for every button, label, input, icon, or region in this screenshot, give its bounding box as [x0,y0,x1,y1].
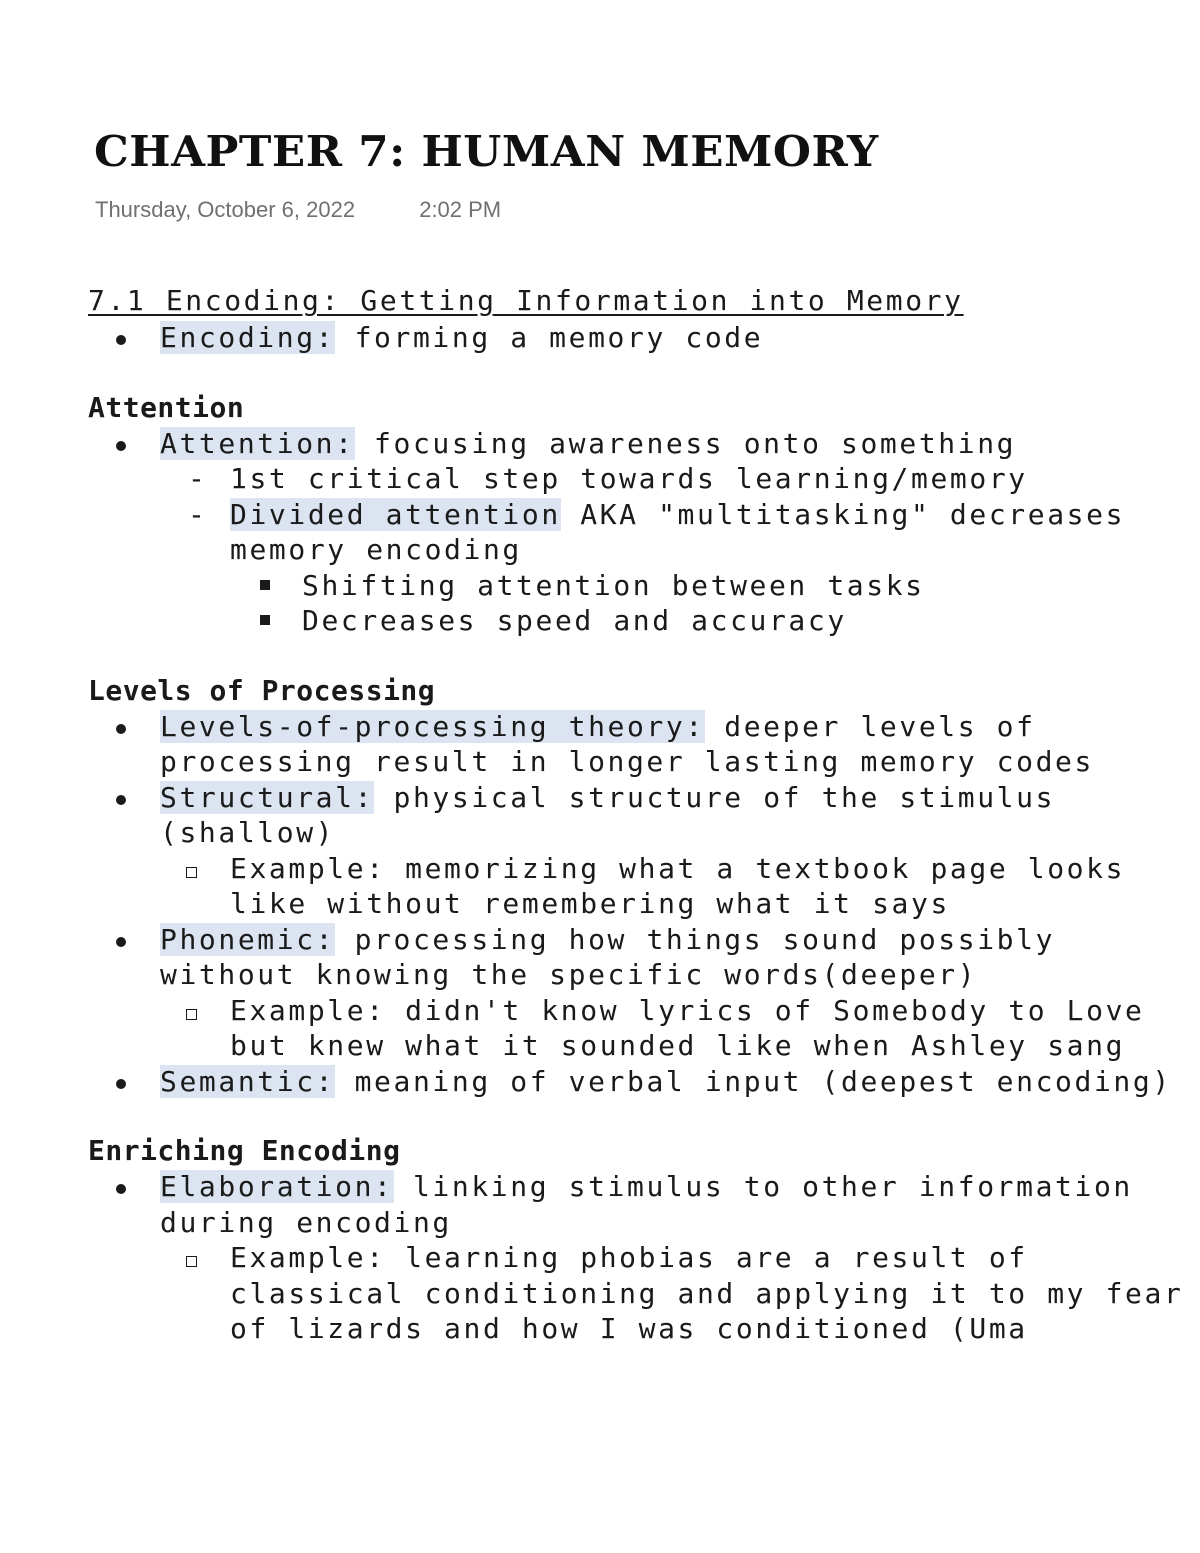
sub-item-text: 1st critical step towards learning/memory [230,462,1028,495]
bullet-dot-icon [116,724,126,734]
bullet-dot-icon [116,1079,126,1089]
list-item [88,1064,1188,1100]
definition-text: deeper levels of processing result in longer lasting memory codes [160,709,1094,778]
bullet-dash-icon: - [188,497,205,531]
checkbox-icon[interactable] [186,867,197,878]
list-item [88,603,1188,639]
list-item [88,461,1188,497]
list-item [88,426,1188,462]
sub-sub-item-text: Shifting attention between tasks [302,568,925,602]
bullet-dash-icon: - [188,462,205,495]
sub-item-text: AKA "multitasking" decreases memory encoding [230,497,1126,566]
bullet-dot-icon [116,335,126,345]
checkbox-icon[interactable] [186,1009,197,1020]
example-text: Example: memorizing what a textbook page looks like without remembering what it says [230,851,1126,920]
enriching-list [88,1169,1188,1347]
list-item [88,851,1188,922]
encoding-list [88,320,1188,356]
attention-heading: Attention [88,390,245,424]
bullet-square-icon [260,580,270,590]
sub-sub-item-text: Decreases speed and accuracy [302,604,847,637]
attention-list [88,426,1188,639]
bullet-square-icon [260,615,270,625]
definition-text: physical structure of the stimulus (shallow) [160,780,1056,849]
term-highlight: Levels-of-processing theory: [160,709,705,743]
section-heading: 7.1 Encoding: Getting Information into Memory [88,284,964,317]
levels-list [88,709,1188,1100]
bullet-dot-icon [116,937,126,947]
page-meta [95,196,501,224]
term-highlight: Phonemic: [160,922,336,956]
definition-text: meaning of verbal input (deepest encoding) [335,1064,1172,1098]
enriching-heading: Enriching Encoding [88,1134,401,1167]
example-text: Example: learning phobias are a result of classical conditioning and applying it to my fear of lizards and how I was conditioned (Uma [230,1241,1184,1345]
list-item [88,922,1188,993]
term-highlight: Structural: [160,780,375,814]
list-item [88,780,1188,851]
term-highlight: Encoding: [160,321,336,354]
definition-text: processing how things sound possibly without knowing the specific words(deeper) [160,922,1056,991]
term-highlight: Elaboration: [160,1170,394,1203]
term-highlight: Divided attention [230,497,561,531]
list-item [88,993,1188,1064]
page-date: Thursday, October 6, 2022 [95,197,356,222]
list-item [88,1240,1188,1347]
list-item [88,709,1188,780]
example-text: Example: didn't know lyrics of Somebody to Love but knew what it sounded like when Ashley sang [230,993,1145,1062]
term-highlight: Semantic: [160,1064,336,1098]
note-body [88,282,1188,1347]
list-item [88,320,1188,356]
definition-text: forming a memory code [335,321,764,354]
page-title: CHAPTER 7: HUMAN MEMORY [94,127,879,176]
definition-text: linking stimulus to other information during encoding [160,1170,1133,1239]
definition-text: focusing awareness onto something [354,426,1017,460]
bullet-dot-icon [116,441,126,451]
list-item [88,568,1188,604]
checkbox-icon[interactable] [186,1256,197,1267]
levels-heading: Levels of Processing [88,673,436,707]
page-time: 2:02 PM [419,197,502,222]
bullet-dot-icon [116,795,126,805]
list-item [88,497,1188,568]
bullet-dot-icon [116,1184,126,1194]
term-highlight: Attention: [160,426,355,460]
list-item [88,1169,1188,1240]
